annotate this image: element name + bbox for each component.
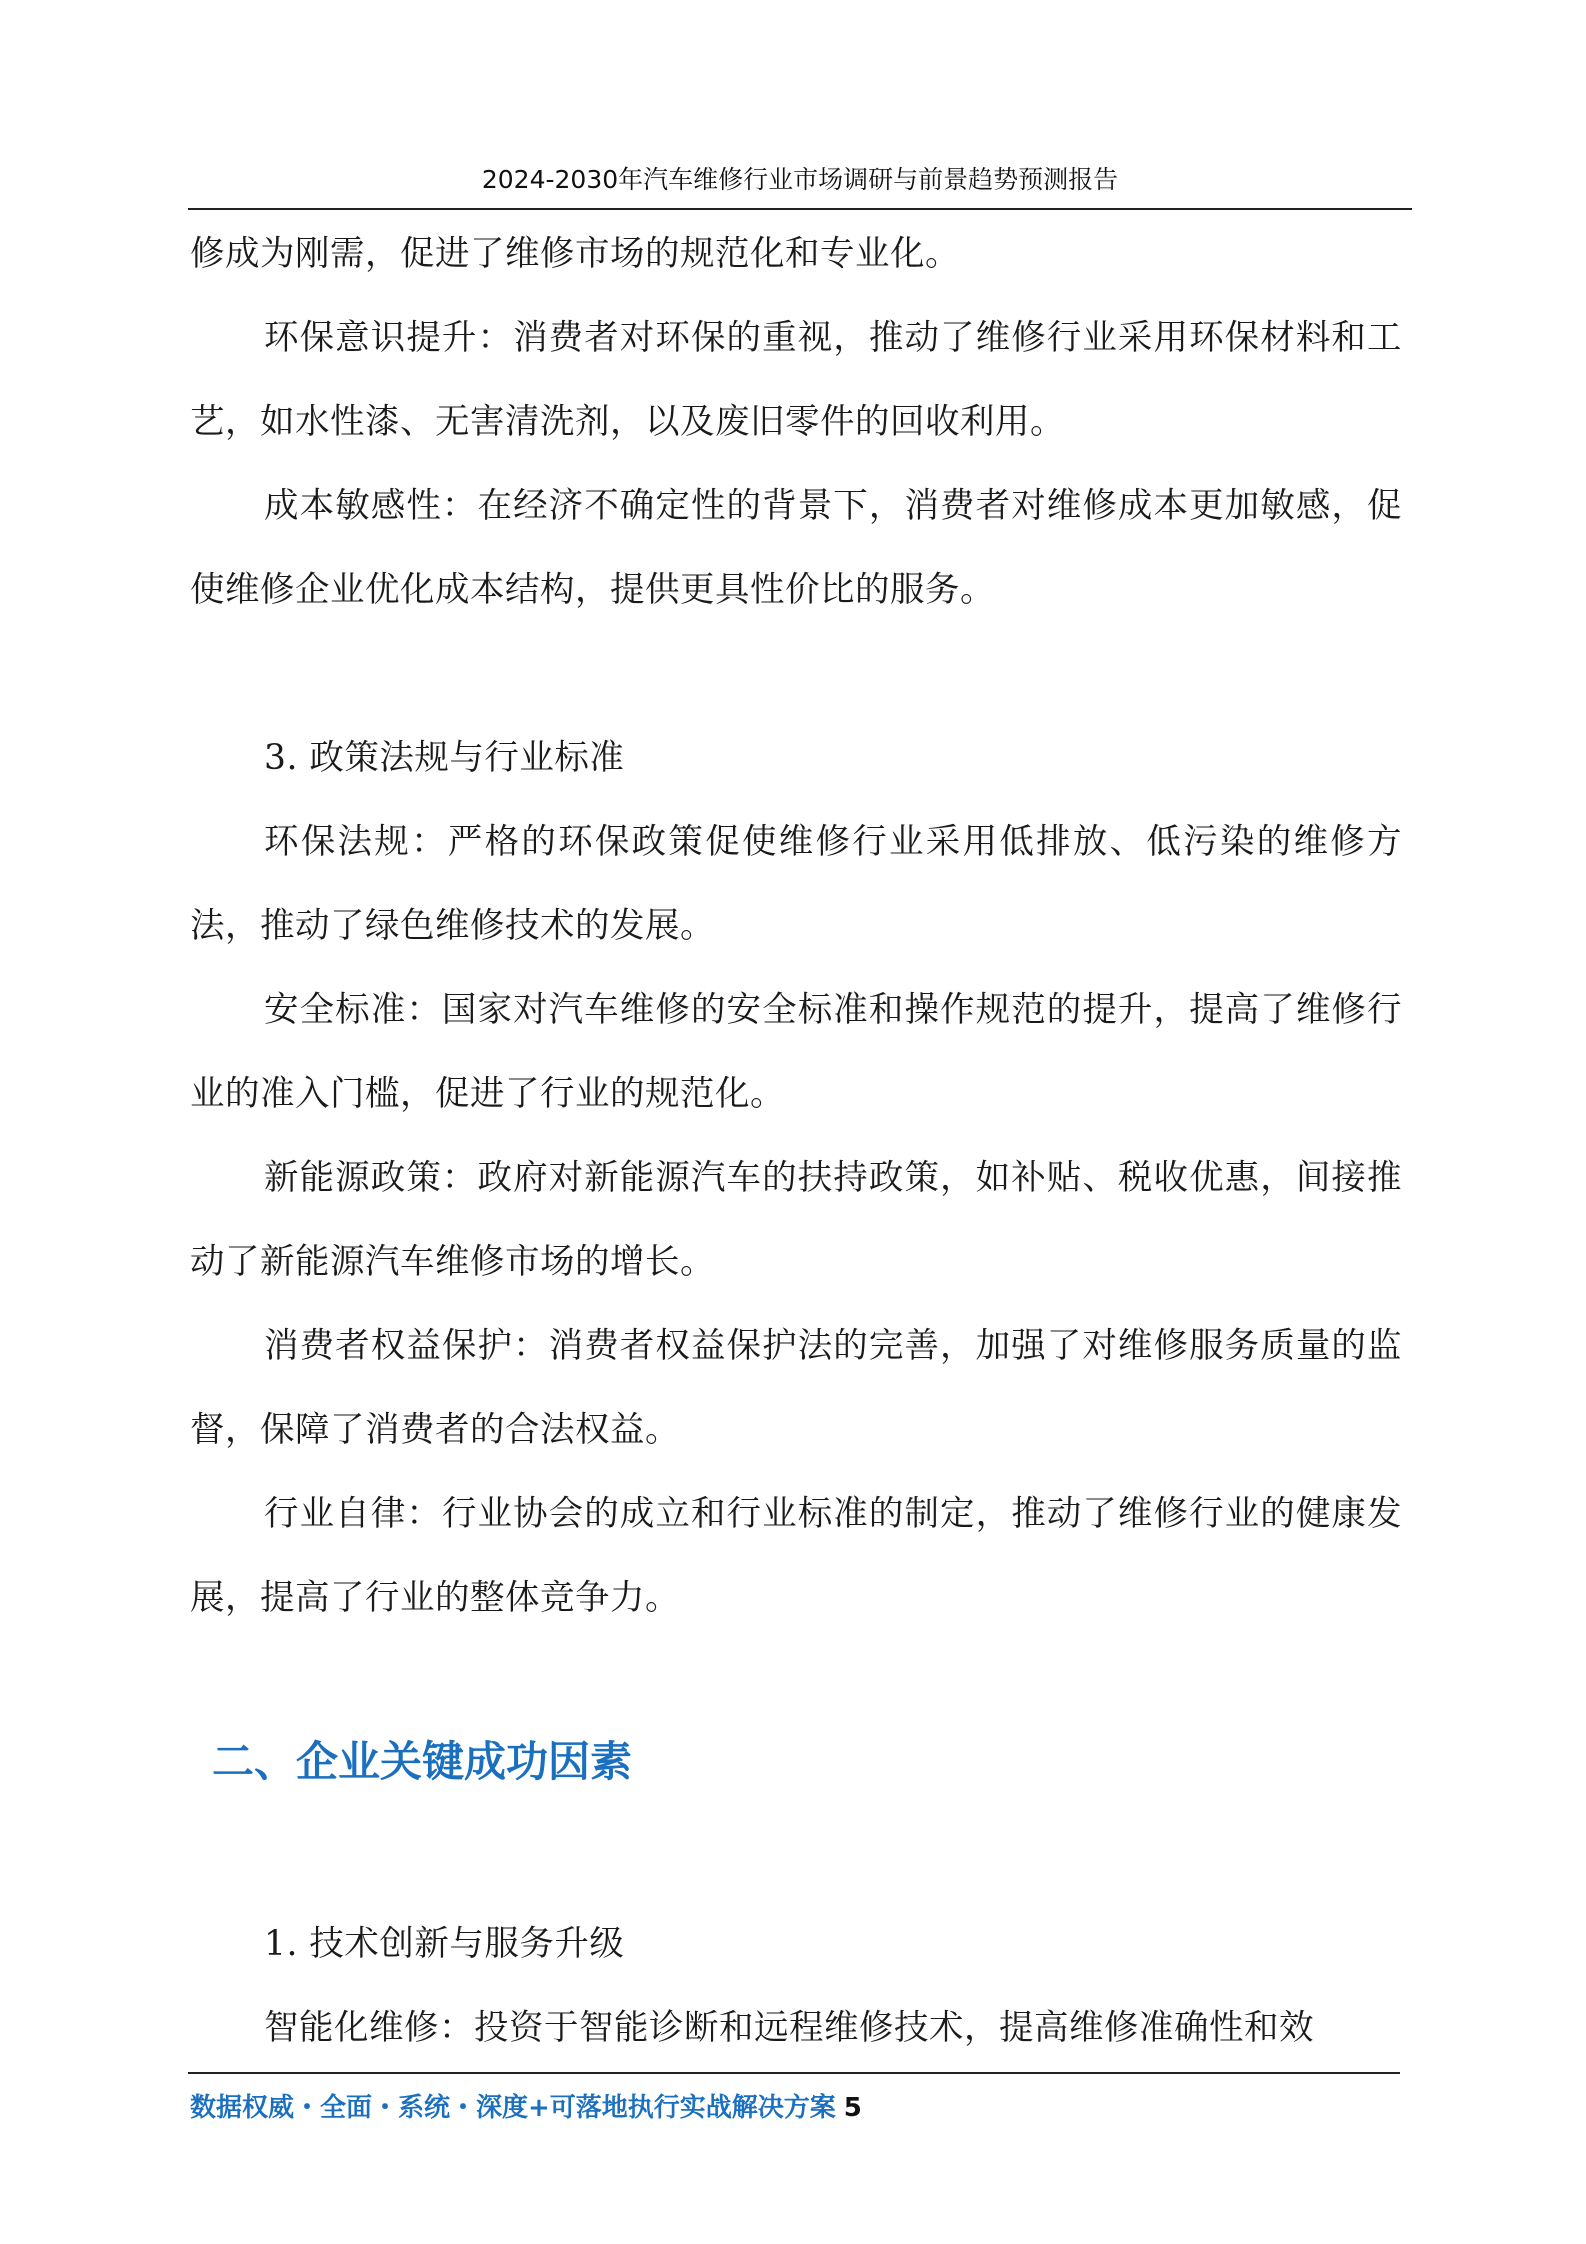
section-heading: 二、企业关键成功因素 <box>212 1737 633 1786</box>
header-divider <box>188 208 1412 210</box>
subheading-policy: 3. 政策法规与行业标准 <box>264 738 625 778</box>
paragraph-safety-standard: 安全标准：国家对汽车维修的安全标准和操作规范的提升，提高了维修行业的准入门槛，促进了行业的规范化。 <box>190 990 1402 1114</box>
page-number: 5 <box>843 2093 862 2123</box>
paragraph-env-awareness: 环保意识提升：消费者对环保的重视，推动了维修行业采用环保材料和工艺，如水性漆、无害清洗剂，以及废旧零件的回收利用。 <box>190 318 1402 442</box>
report-title: 2024-2030年汽车维修行业市场调研与前景趋势预测报告 <box>481 165 1119 194</box>
footer-slogan: 数据权威・全面・系统・深度+可落地执行实战解决方案 <box>190 2093 836 2123</box>
subheading-tech: 1. 技术创新与服务升级 <box>264 1924 625 1964</box>
footer-text <box>190 2088 862 2128</box>
paragraph-nev-policy: 新能源政策：政府对新能源汽车的扶持政策，如补贴、税收优惠，间接推动了新能源汽车维修市场的增长。 <box>190 1158 1402 1282</box>
paragraph-smart-repair: 智能化维修：投资于智能诊断和远程维修技术，提高维修准确性和效 <box>264 2008 1314 2048</box>
paragraph-consumer-rights: 消费者权益保护：消费者权益保护法的完善，加强了对维修服务质量的监督，保障了消费者的合法权益。 <box>190 1326 1402 1450</box>
footer-divider <box>188 2072 1400 2074</box>
paragraph-cost-sensitivity: 成本敏感性：在经济不确定性的背景下，消费者对维修成本更加敏感，促使维修企业优化成本结构，提供更具性价比的服务。 <box>190 486 1402 610</box>
paragraph: 修成为刚需，促进了维修市场的规范化和专业化。 <box>190 234 960 274</box>
paragraph-self-regulation: 行业自律：行业协会的成立和行业标准的制定，推动了维修行业的健康发展，提高了行业的整体竞争力。 <box>190 1494 1402 1618</box>
paragraph-env-regulation: 环保法规：严格的环保政策促使维修行业采用低排放、低污染的维修方法，推动了绿色维修技术的发展。 <box>190 822 1402 946</box>
